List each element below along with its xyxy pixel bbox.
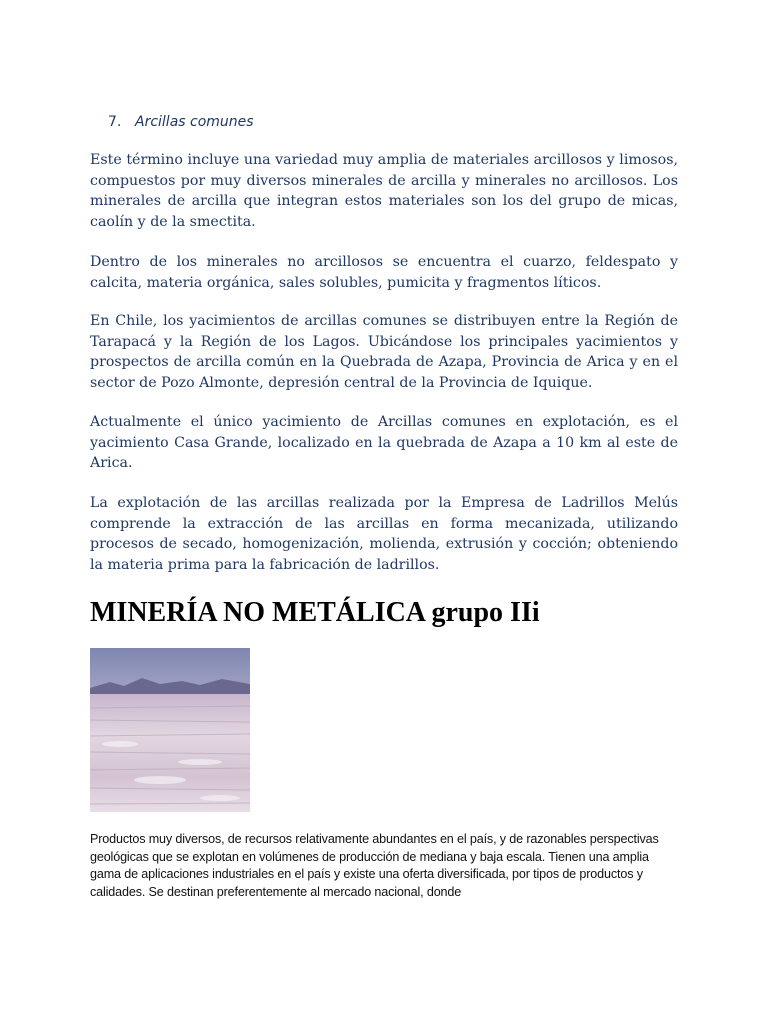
paragraph-chile-deposits: En Chile, los yacimientos de arcillas comunes se distribuyen entre la Región de Tarapacá y la Región de los Lagos. Ubicándose los principales yacimientos y prospectos de arcilla común en la Quebrada de Azapa, Provincia de Arica y en el sector de Pozo Almonte, depresión central de la Provincia de Iquique. [90, 313, 678, 391]
main-heading: MINERÍA NO METÁLICA grupo IIi [90, 597, 540, 628]
section-heading [108, 112, 254, 132]
section-title: Arcillas comunes [135, 114, 254, 130]
paragraph-exploitation: La explotación de las arcillas realizada por la Empresa de Ladrillos Melús comprende la extracción de las arcillas en forma mecanizada, utilizando procesos de secado, homogenización, molienda, extrusión y cocción; obteniendo la materia prima para la fabricación de ladrillos. [90, 495, 678, 573]
paragraph-definition: Este término incluye una variedad muy amplia de materiales arcillosos y limosos, compuestos por muy diversos minerales de arcilla y minerales no arcillosos. Los minerales de arcilla que integran estos materiales son los del grupo de micas, caolín y de la smectita. [90, 152, 678, 230]
body-text: Productos muy diversos, de recursos relativamente abundantes en el país, y de razonables perspectivas geológicas que se explotan en volúmenes de producción de mediana y baja escala. Tienen una amplia gama de aplicaciones industriales en el país y existe una oferta diversificada, por tipos de productos y calidades. Se destinan preferentemente al mercado nacional, donde [90, 832, 659, 899]
section-number: 7. [108, 114, 122, 130]
paragraph-casa-grande: Actualmente el único yacimiento de Arcillas comunes en explotación, es el yacimiento Casa Grande, localizado en la quebrada de Azapa a 10 km al este de Arica. [90, 414, 678, 472]
paragraph-non-clay-minerals: Dentro de los minerales no arcillosos se encuentra el cuarzo, feldespato y calcita, materia orgánica, sales solubles, pumicita y fragmentos líticos. [90, 254, 678, 291]
salt-flat-image [90, 648, 250, 812]
